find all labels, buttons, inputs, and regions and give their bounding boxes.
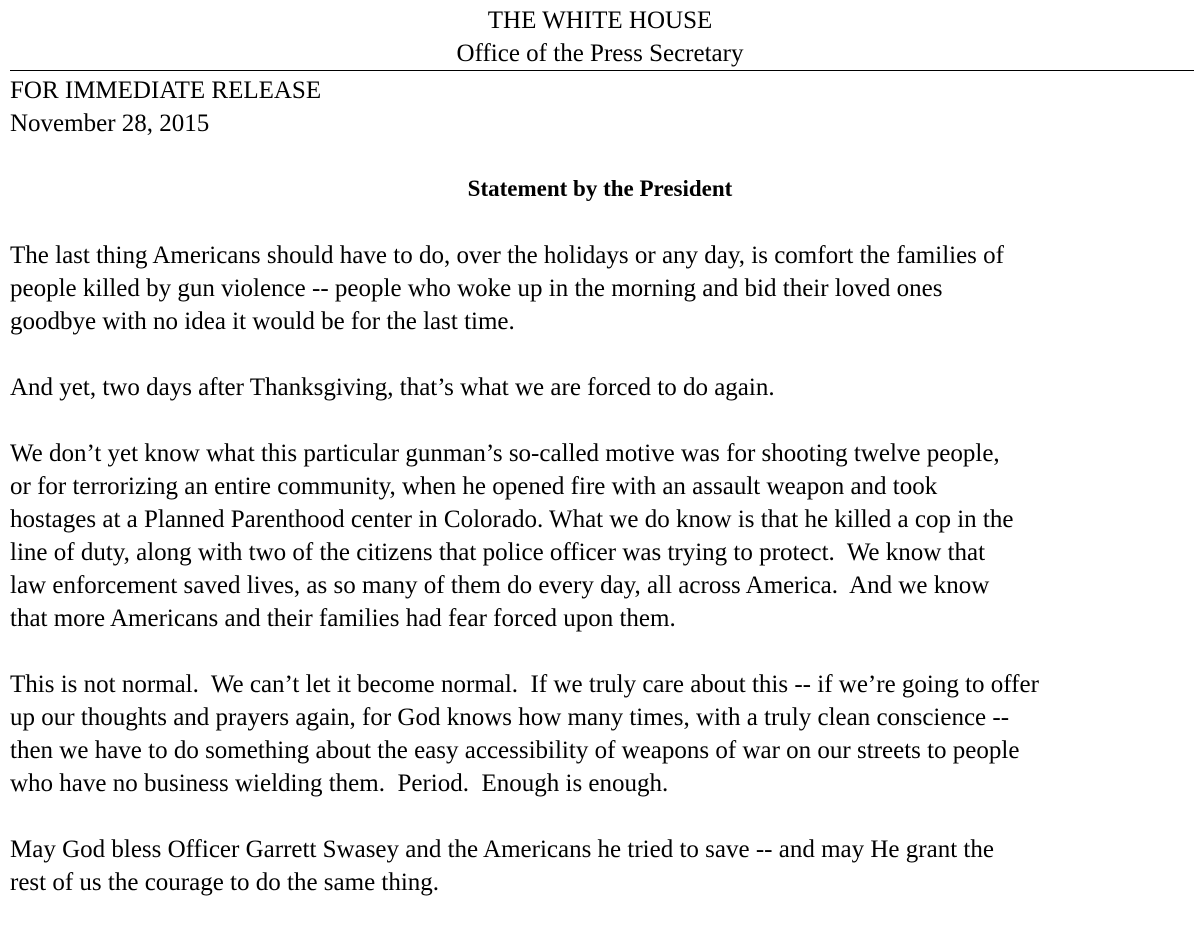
paragraph-line: We don’t yet know what this particular gunman’s so-called motive was for shooting twelve people,: [10, 440, 1000, 467]
statement-title: Statement by the President: [467, 176, 733, 201]
paragraph-line: or for terrorizing an entire community, when he opened fire with an assault weapon and took: [10, 473, 938, 500]
release-label: FOR IMMEDIATE RELEASE: [10, 77, 322, 104]
statement-body: [10, 239, 1198, 932]
paragraph: [10, 668, 1198, 800]
paragraph-line: law enforcement saved lives, as so many of them do every day, all across America. And we know: [10, 572, 990, 599]
paragraph-line: This is not normal. We can’t let it become normal. If we truly care about this -- if we’re going to offer: [10, 671, 1039, 698]
paragraph-line: The last thing Americans should have to do, over the holidays or any day, is comfort the families of: [10, 242, 1004, 269]
paragraph-line: rest of us the courage to do the same thing.: [10, 869, 440, 896]
letterhead-org: THE WHITE HOUSE: [487, 7, 713, 34]
paragraph: [10, 239, 1198, 338]
paragraph-line: then we have to do something about the easy accessibility of weapons of war on our streets to people: [10, 737, 1020, 764]
paragraph: [10, 371, 1198, 404]
paragraph-line: people killed by gun violence -- people who woke up in the morning and bid their loved ones: [10, 275, 943, 302]
paragraph-line: May God bless Officer Garrett Swasey and the Americans he tried to save -- and may He grant the: [10, 836, 994, 863]
paragraph-line: who have no business wielding them. Period. Enough is enough.: [10, 770, 669, 797]
header-divider: [10, 70, 1194, 71]
paragraph-line: hostages at a Planned Parenthood center in Colorado. What we do know is that he killed a cop in the: [10, 506, 1014, 533]
letterhead-office: Office of the Press Secretary: [456, 40, 744, 67]
paragraph-line: goodbye with no idea it would be for the last time.: [10, 308, 515, 335]
paragraph: [10, 437, 1198, 635]
paragraph-line: And yet, two days after Thanksgiving, that’s what we are forced to do again.: [10, 374, 775, 401]
release-info: [10, 74, 321, 140]
paragraph-line: line of duty, along with two of the citizens that police officer was trying to protect. We know that: [10, 539, 986, 566]
paragraph-line: up our thoughts and prayers again, for God knows how many times, with a truly clean conscience --: [10, 704, 1010, 731]
release-date: November 28, 2015: [10, 110, 210, 137]
paragraph: [10, 833, 1198, 899]
paragraph-line: that more Americans and their families had fear forced upon them.: [10, 605, 676, 632]
letterhead: [0, 4, 1200, 70]
